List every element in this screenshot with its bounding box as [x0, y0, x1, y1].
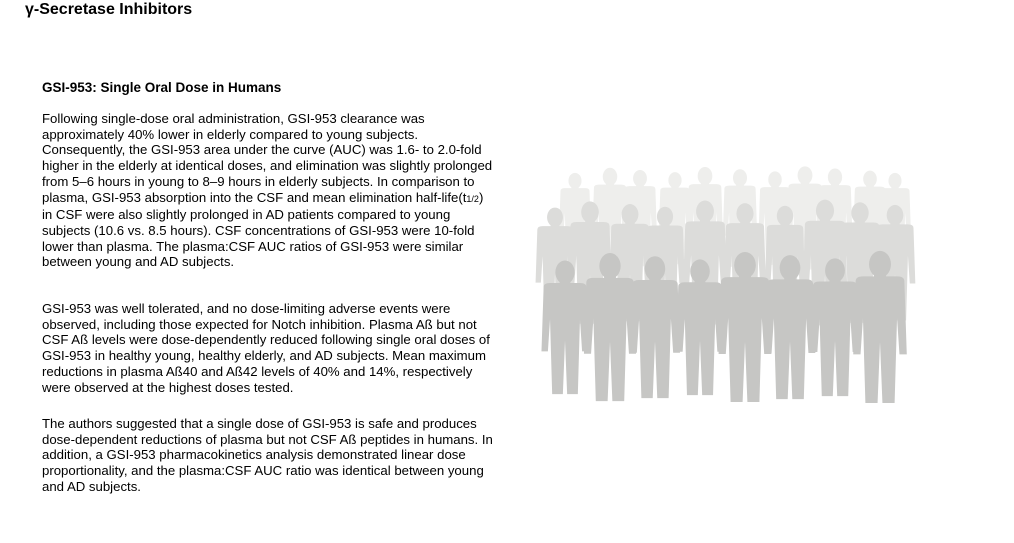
paragraph-text: Following single-dose oral administration, GSI-953 clearance was approximately 40% lower in elderly compared to young subjects. Consequently, the GSI-953 area under the curve (AUC) was 1.6- to 2.0-fold higher in the elderly at identical doses, and elimination was slightly prolonged from 5–6 hours in young to 8–9 hours in elderly subjects. In comparison to plasma, GSI-953 absorption into the CSF and mean elimination half-life(t [42, 111, 493, 205]
section-heading: GSI-953: Single Oral Dose in Humans [42, 80, 282, 95]
paragraph-tolerability: GSI-953 was well tolerated, and no dose-limiting adverse events were observed, including those expected for Notch inhibition. Plasma Aß but not CSF Aß levels were dose-dependently reduced following single oral doses of GSI-953 in healthy young, healthy elderly, and AD subjects. Mean maximum reductions in plasma Aß40 and Aß42 levels of 40% and 14%, respectively were observed at the highest doses tested. [42, 301, 490, 395]
slide-title: γ-Secretase Inhibitors [25, 1, 193, 18]
subscript-half-life: 1/2 [466, 193, 479, 204]
paragraph-text: ) in CSF were also slightly prolonged in AD patients compared to young subjects (10.6 vs. 8.5 hours). CSF concentrations of GSI-953 were 10-fold lower than plasma. The plasma:CSF AUC ratios of GSI-953 were similar between young and AD subjects. [42, 189, 484, 270]
paragraph-pharmacokinetics [42, 111, 497, 270]
crowd-silhouette-image [535, 145, 925, 425]
paragraph-conclusion: The authors suggested that a single dose of GSI-953 is safe and produces dose-dependent reductions of plasma but not CSF Aß peptides in humans. In addition, a GSI-953 pharmacokinetics analysis demonstrated linear dose proportionality, and the plasma:CSF AUC ratio was identical between young and AD subjects. [42, 416, 493, 494]
